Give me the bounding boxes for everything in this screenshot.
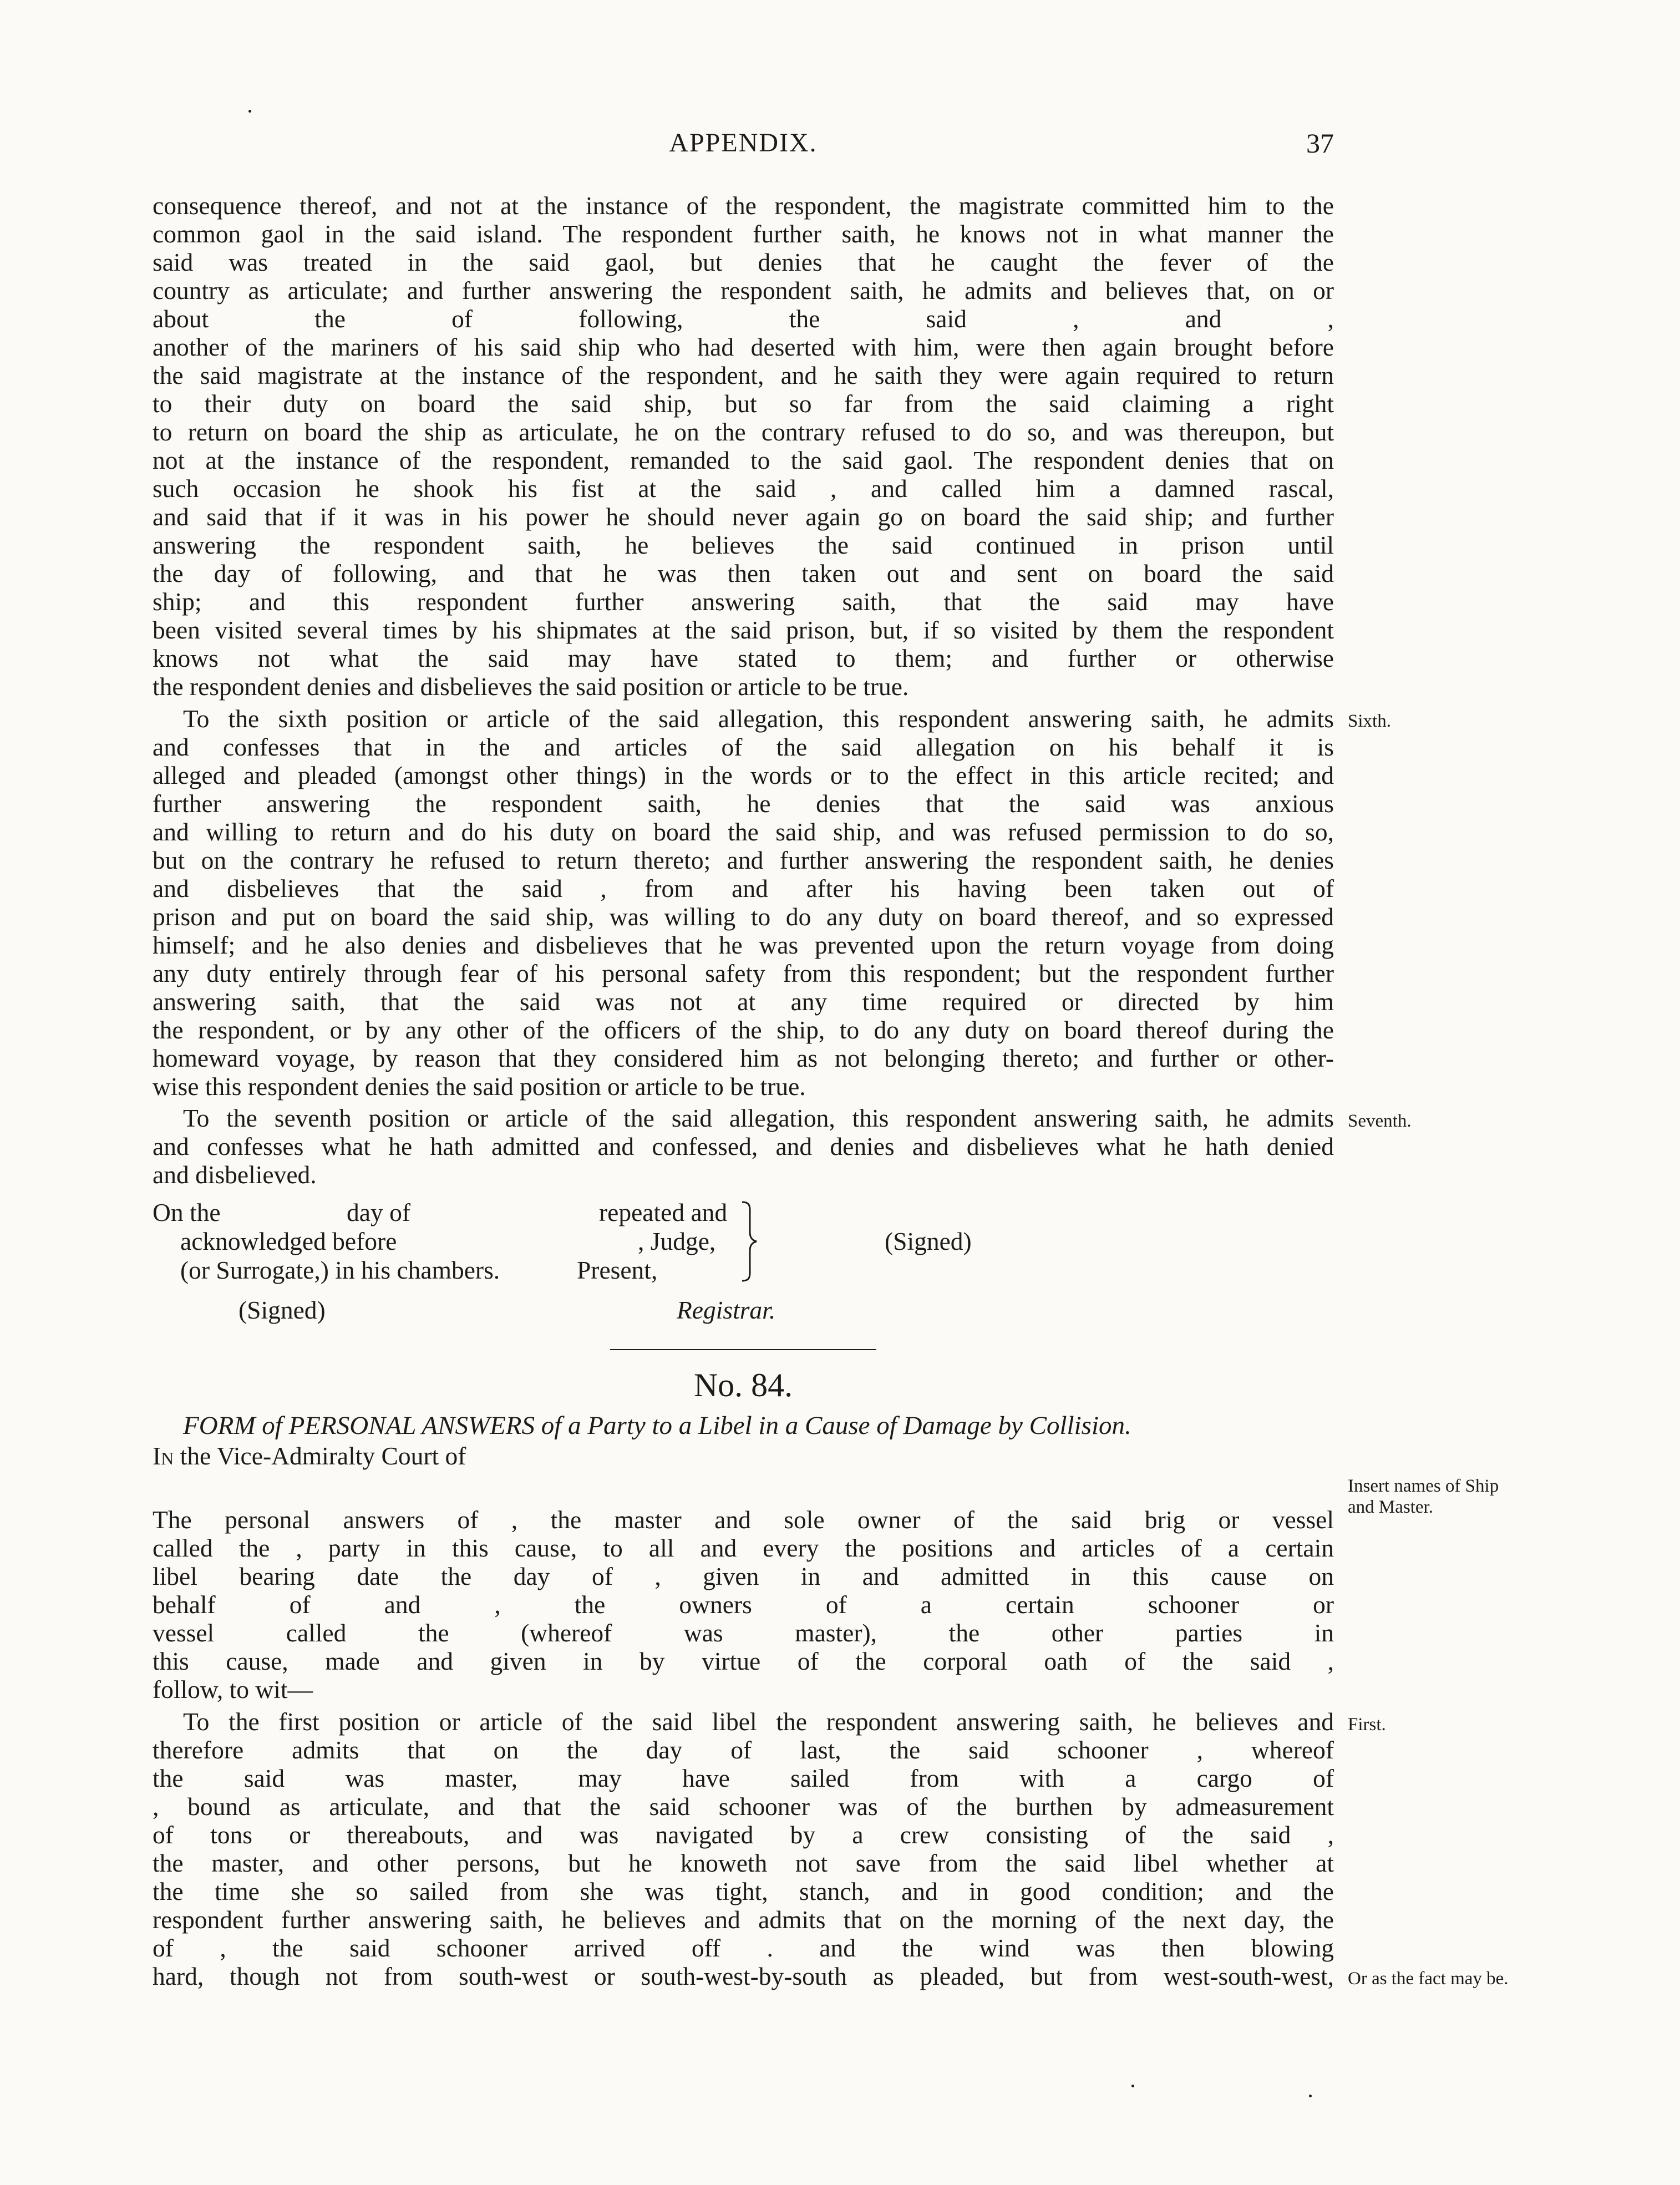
text-line: this cause, made and given in by virtue of the corporal oath of the said , (153, 1647, 1334, 1675)
text-line: the respondent denies and disbelieves the said position or article to be true. (153, 672, 909, 701)
acknowledged-before-label: acknowledged before (180, 1227, 397, 1255)
text-line: behalf of and , the owners of a certain schooner or (153, 1590, 1334, 1619)
text-line: such occasion he shook his fist at the said , and called him a damned rascal, (153, 474, 1334, 503)
margin-note-sixth: Sixth. (1348, 711, 1391, 731)
text-line: to return on board the ship as articulate, he on the contrary refused to do so, and was thereupon, but (153, 418, 1334, 446)
day-of-label: day of (347, 1198, 410, 1226)
scan-speck (1309, 2095, 1312, 2097)
margin-note-fact: Or as the fact may be. (1348, 1969, 1509, 1989)
text-line: , bound as articulate, and that the said schooner was of the burthen by admeasurement (153, 1792, 1334, 1821)
court-line (153, 1442, 466, 1470)
text-line: prison and put on board the said ship, was willing to do any duty on board thereof, and so expressed (153, 903, 1334, 931)
text-line: the said was master, may have sailed from with a cargo of (153, 1764, 1334, 1792)
surrogate-label: (or Surrogate,) in his chambers. (180, 1256, 500, 1284)
text-line: therefore admits that on the day of last, the said schooner , whereof (153, 1736, 1334, 1764)
text-line: about the of following, the said , and , (153, 305, 1334, 333)
margin-note-insert-names: Insert names of Ship (1348, 1476, 1499, 1496)
scan-speck (1131, 2085, 1134, 2087)
text-line: To the sixth position or article of the said allegation, this respondent answering saith, he admits (183, 704, 1334, 733)
text-line: himself; and he also denies and disbelieves that he was prevented upon the return voyage from doing (153, 931, 1334, 959)
margin-note-seventh: Seventh. (1348, 1111, 1412, 1131)
text-line: answering the respondent saith, he believes the said continued in prison until (153, 531, 1334, 559)
text-line: of , the said schooner arrived off . and the wind was then blowing (153, 1934, 1334, 1962)
text-line: the day of following, and that he was then taken out and sent on board the said (153, 559, 1334, 587)
court-name: the Vice-Admiralty Court of (174, 1442, 466, 1470)
text-line: ship; and this respondent further answering saith, that the said may have (153, 587, 1334, 616)
text-line: and confesses that in the and articles of the said allegation on his behalf it is (153, 733, 1334, 761)
text-line: respondent further answering saith, he believes and admits that on the morning of the next day, the (153, 1905, 1334, 1934)
text-line: further answering the respondent saith, he denies that the said was anxious (153, 789, 1334, 818)
text-line: alleged and pleaded (amongst other things) in the words or to the effect in this article recited; and (153, 761, 1334, 789)
text-line: country as articulate; and further answering the respondent saith, he admits and believes that, on or (153, 276, 1334, 305)
text-line: called the , party in this cause, to all and every the positions and articles of a certain (153, 1534, 1334, 1562)
text-line: and willing to return and do his duty on board the said ship, and was refused permission to do so, (153, 818, 1334, 846)
text-line: libel bearing date the day of , given in and admitted in this cause on (153, 1562, 1334, 1590)
text-line: The personal answers of , the master and sole owner of the said brig or vessel (153, 1505, 1334, 1534)
text-line: and disbelieved. (153, 1160, 317, 1189)
text-line: and said that if it was in his power he should never again go on board the said ship; and further (153, 503, 1334, 531)
page-number: 37 (1306, 128, 1334, 159)
registrar-label: Registrar. (677, 1296, 776, 1324)
margin-note-insert-names-2: and Master. (1348, 1497, 1433, 1517)
text-line: the time she so sailed from she was tight, stanch, and in good condition; and the (153, 1877, 1334, 1905)
scan-speck (248, 110, 251, 113)
judge-label: , Judge, (638, 1227, 716, 1255)
present-label: Present, (577, 1256, 658, 1284)
text-line: common gaol in the said island. The respondent further saith, he knows not in what manner the (153, 220, 1334, 248)
page-title: APPENDIX. (669, 128, 818, 158)
margin-note-first: First. (1348, 1715, 1386, 1735)
curly-brace-icon (738, 1200, 760, 1283)
text-line: To the seventh position or article of the said allegation, this respondent answering saith, he admits (183, 1104, 1334, 1132)
text-line: but on the contrary he refused to return thereto; and further answering the respondent saith, he denies (153, 846, 1334, 874)
text-line: follow, to wit— (153, 1675, 313, 1704)
court-first-word: In (153, 1442, 174, 1470)
text-line: knows not what the said may have stated to them; and further or otherwise (153, 644, 1334, 672)
text-line: the respondent, or by any other of the officers of the ship, to do any duty on board thereof during the (153, 1016, 1334, 1044)
form-number: No. 84. (693, 1367, 793, 1403)
text-line: and disbelieves that the said , from and after his having been taken out of (153, 874, 1334, 903)
form-title: FORM of PERSONAL ANSWERS of a Party to a Libel in a Cause of Damage by Collision. (183, 1411, 1131, 1440)
text-line: the said magistrate at the instance of the respondent, and he saith they were again required to return (153, 361, 1334, 389)
text-line: wise this respondent denies the said position or article to be true. (153, 1072, 806, 1101)
text-line: hard, though not from south-west or south-west-by-south as pleaded, but from west-south-west, (153, 1962, 1334, 1990)
text-line: not at the instance of the respondent, remanded to the said gaol. The respondent denies that on (153, 446, 1334, 474)
text-line: and confesses what he hath admitted and confessed, and denies and disbelieves what he hath denied (153, 1132, 1334, 1160)
text-line: To the first position or article of the said libel the respondent answering saith, he believes and (183, 1707, 1334, 1736)
text-line: said was treated in the said gaol, but denies that he caught the fever of the (153, 248, 1334, 276)
text-line: answering saith, that the said was not at any time required or directed by him (153, 987, 1334, 1016)
running-header (153, 126, 1334, 160)
text-line: consequence thereof, and not at the instance of the respondent, the magistrate committed him to the (153, 191, 1334, 220)
text-line: the master, and other persons, but he knoweth not save from the said libel whether at (153, 1849, 1334, 1877)
text-line: of tons or thereabouts, and was navigated by a crew consisting of the said , (153, 1821, 1334, 1849)
text-line: to their duty on board the said ship, but so far from the said claiming a right (153, 389, 1334, 418)
signed-right-label: (Signed) (885, 1227, 972, 1255)
text-line: been visited several times by his shipmates at the said prison, but, if so visited by them the respondent (153, 616, 1334, 644)
section-divider (610, 1349, 876, 1350)
text-line: another of the mariners of his said ship who had deserted with him, were then again brought before (153, 333, 1334, 361)
text-line: vessel called the (whereof was master), the other parties in (153, 1619, 1334, 1647)
text-line: any duty entirely through fear of his personal safety from this respondent; but the respondent further (153, 959, 1334, 987)
repeated-and-label: repeated and (599, 1198, 728, 1226)
on-the-label: On the (153, 1198, 221, 1226)
signed-left-label: (Signed) (238, 1296, 326, 1324)
text-line: homeward voyage, by reason that they considered him as not belonging thereto; and further or other- (153, 1044, 1334, 1072)
